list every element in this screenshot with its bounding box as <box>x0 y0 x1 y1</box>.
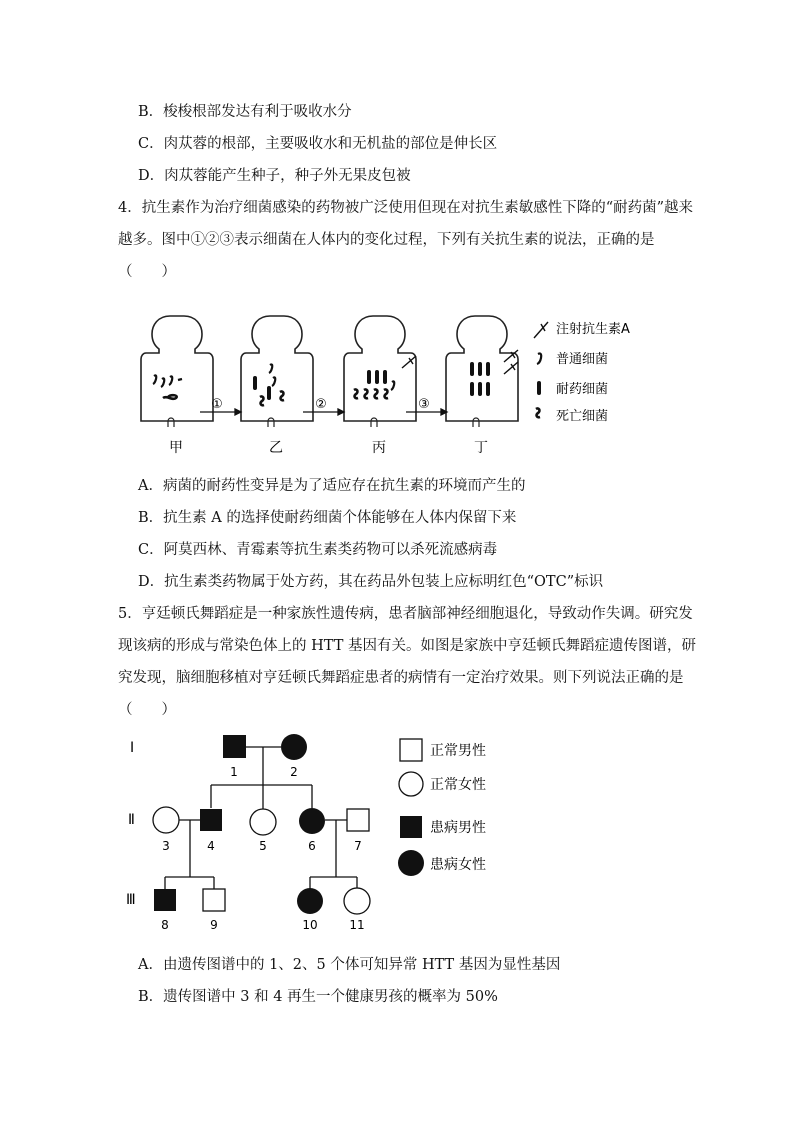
q3-option-b: B．梭梭根部发达有利于吸收水分 <box>138 104 352 120</box>
individual-11-normal-female <box>344 888 370 914</box>
legend-affected-female-icon <box>398 850 424 876</box>
q5-stem-line1: 5．亨廷顿氏舞蹈症是一种家族性遗传病，患者脑部神经细胞退化，导致动作失调。研究发 <box>118 606 693 622</box>
individual-6-affected-female <box>299 808 325 834</box>
q3-option-c: C．肉苁蓉的根部，主要吸收水和无机盐的部位是伸长区 <box>138 136 498 152</box>
q4-option-d: D．抗生素类药物属于处方药，其在药品外包装上应标明红色“OTC”标识 <box>138 574 604 590</box>
q4-stem-line2: 越多。图中①②③表示细菌在人体内的变化过程，下列有关抗生素的说法，正确的是 <box>118 232 655 248</box>
legend-normal-bacteria-label: 普通细菌 <box>556 352 609 367</box>
legend-dead-bacteria-icon <box>536 408 540 417</box>
legend-affected-male-label: 患病男性 <box>430 820 486 836</box>
individual-2-affected-female <box>281 734 307 760</box>
individual-7-normal-male <box>347 809 369 831</box>
q5-stem-line3: 究发现，脑细胞移植对亨廷顿氏舞蹈症患者的病情有一定治疗效果。则下列说法正确的是 <box>118 670 684 686</box>
legend-normal-female-label: 正常女性 <box>430 777 486 793</box>
step-label-3: ③ <box>418 397 430 412</box>
q4-option-b: B．抗生素 A 的选择使耐药细菌个体能够在人体内保留下来 <box>138 510 517 526</box>
legend-normal-female-icon <box>399 772 423 796</box>
stage-label-jia: 甲 <box>169 440 183 456</box>
individual-number-10: 10 <box>302 918 318 932</box>
legend-dead-bacteria-label: 死亡细菌 <box>556 409 609 424</box>
stage-label-ding: 丁 <box>474 440 488 456</box>
individual-1-affected-male <box>223 735 246 758</box>
q3-option-d: D．肉苁蓉能产生种子，种子外无果皮包被 <box>138 168 411 184</box>
individual-10-affected-female <box>297 888 323 914</box>
bacteria-bing <box>354 370 394 398</box>
individual-9-normal-male <box>203 889 225 911</box>
q4-answer-paren: （ ） <box>118 264 176 280</box>
bacteria-jia <box>153 375 182 398</box>
individual-number-5: 5 <box>259 839 267 853</box>
q4-option-a: A．病菌的耐药性变异是为了适应存在抗生素的环境而产生的 <box>138 478 526 494</box>
q5-answer-paren: （ ） <box>118 702 176 718</box>
individual-number-1: 1 <box>230 765 238 779</box>
q4-figure-bacteria <box>140 310 660 465</box>
individual-number-2: 2 <box>290 765 298 779</box>
generation-label-1: Ⅰ <box>130 740 135 756</box>
individual-number-6: 6 <box>308 839 316 853</box>
body-outline-bing <box>344 316 416 421</box>
stage-label-yi: 乙 <box>269 440 283 456</box>
q5-option-a: A．由遗传图谱中的 1、2、5 个体可知异常 HTT 基因为显性基因 <box>138 957 561 973</box>
step-label-2: ② <box>315 397 327 412</box>
individual-number-11: 11 <box>349 918 365 932</box>
q5-stem-line2: 现该病的形成与常染色体上的 HTT 基因有关。如图是家族中亨廷顿氏舞蹈症遗传图谱，研 <box>118 638 696 654</box>
stage-label-bing: 丙 <box>372 440 386 456</box>
individual-5-normal-female <box>250 809 276 835</box>
bacteria-yi <box>253 364 284 405</box>
legend-injection-icon <box>534 322 548 338</box>
legend-resistant-bacteria-label: 耐药细菌 <box>556 382 609 397</box>
legend-normal-male-label: 正常男性 <box>430 743 486 759</box>
bacteria-ding <box>470 362 490 396</box>
individual-number-4: 4 <box>207 839 215 853</box>
individual-4-affected-male <box>200 809 222 831</box>
legend-affected-male-icon <box>400 816 422 838</box>
individual-number-3: 3 <box>162 839 170 853</box>
q5-pedigree-chart <box>120 725 520 940</box>
q4-stem-line1: 4．抗生素作为治疗细菌感染的药物被广泛使用但现在对抗生素敏感性下降的“耐药菌”越来 <box>118 200 694 216</box>
body-outline-yi <box>241 316 313 421</box>
injection-needle-bing <box>402 356 416 368</box>
q4-option-c: C．阿莫西林、青霉素等抗生素类药物可以杀死流感病毒 <box>138 542 498 558</box>
legend-injection-label: 注射抗生素A <box>556 322 630 337</box>
body-outline-jia <box>141 316 213 421</box>
legend-normal-male-icon <box>400 739 422 761</box>
legend-resistant-bacteria-icon <box>537 381 541 395</box>
individual-number-7: 7 <box>354 839 362 853</box>
individual-number-8: 8 <box>161 918 169 932</box>
individual-3-normal-female <box>153 807 179 833</box>
step-label-1: ① <box>211 397 223 412</box>
legend-normal-bacteria-icon <box>537 354 541 365</box>
generation-label-3: Ⅲ <box>126 892 136 908</box>
legend-affected-female-label: 患病女性 <box>430 857 486 873</box>
generation-label-2: Ⅱ <box>128 812 135 828</box>
individual-8-affected-male <box>154 889 176 911</box>
q5-option-b: B．遗传图谱中 3 和 4 再生一个健康男孩的概率为 50% <box>138 989 498 1005</box>
individual-number-9: 9 <box>210 918 218 932</box>
